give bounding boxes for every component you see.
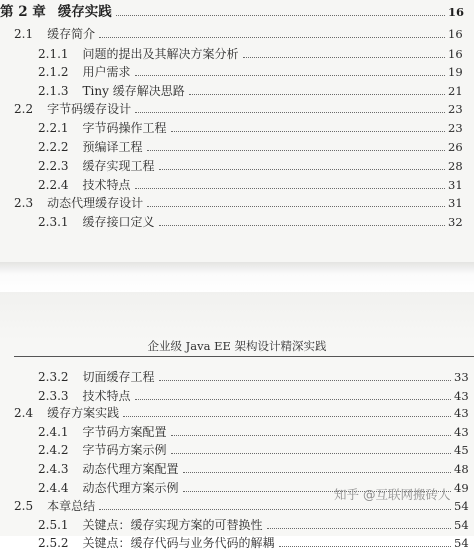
toc-number: 2.3.2 — [38, 370, 69, 384]
toc-title: 技术特点 — [82, 178, 131, 192]
toc-leader — [171, 435, 451, 436]
toc-page-number: 16 — [448, 47, 463, 61]
toc-entry — [0, 24, 474, 44]
toc-number: 2.2.2 — [38, 140, 69, 154]
toc-page-number: 28 — [448, 159, 463, 173]
toc-page-number: 23 — [448, 121, 463, 135]
toc-number: 2.3.3 — [38, 389, 69, 403]
toc-page-number: 16 — [448, 27, 463, 41]
toc-leader — [147, 150, 445, 151]
toc-title: 本章总结 — [47, 499, 96, 513]
toc-title: Tiny 缓存解决思路 — [82, 84, 185, 98]
toc-entry — [0, 440, 474, 460]
toc-title: 字节码方案示例 — [82, 443, 167, 457]
toc-title: 动态代理缓存设计 — [47, 196, 144, 210]
toc-title: 关键点：缓存代码与业务代码的解耦 — [82, 536, 275, 550]
toc-leader — [189, 94, 445, 95]
toc-entry — [0, 44, 474, 64]
toc-leader — [159, 380, 451, 381]
toc-entry — [0, 212, 474, 232]
toc-number: 2.5.1 — [38, 518, 69, 532]
toc-page-number: 32 — [448, 215, 463, 229]
toc-title: 缓存实现工程 — [82, 159, 155, 173]
toc-title: 技术特点 — [82, 389, 131, 403]
toc-leader — [171, 131, 445, 132]
toc-number: 2.1.2 — [38, 65, 69, 79]
toc-title: 缓存实践 — [57, 4, 112, 20]
toc-page-top — [0, 0, 474, 262]
toc-leader — [135, 112, 445, 113]
toc-entry — [0, 137, 474, 157]
toc-number: 2.3 — [14, 196, 34, 210]
toc-entry — [0, 193, 474, 213]
toc-leader — [267, 528, 451, 529]
header-rule — [14, 356, 474, 357]
toc-entry — [0, 118, 474, 138]
toc-entry — [0, 515, 474, 535]
toc-title: 缓存接口定义 — [82, 215, 155, 229]
toc-number: 2.4.1 — [38, 425, 69, 439]
toc-entry — [0, 62, 474, 82]
toc-page-number: 23 — [448, 102, 463, 116]
toc-entry — [0, 81, 474, 101]
toc-leader — [243, 57, 445, 58]
toc-number: 2.4.2 — [38, 443, 69, 457]
toc-leader — [135, 75, 445, 76]
toc-page-number: 48 — [454, 462, 469, 476]
toc-title: 动态代理方案示例 — [82, 481, 179, 495]
toc-number: 2.1.1 — [38, 47, 69, 61]
toc-title: 字节码方案配置 — [82, 425, 167, 439]
toc-page-number: 16 — [448, 5, 465, 19]
toc-entry — [0, 156, 474, 176]
toc-number: 2.5.2 — [38, 536, 69, 550]
toc-title: 字节码缓存设计 — [47, 102, 132, 116]
toc-page-number: 43 — [454, 425, 469, 439]
toc-number: 2.2.4 — [38, 178, 69, 192]
toc-leader — [159, 169, 445, 170]
toc-number: 2.4.3 — [38, 462, 69, 476]
toc-page-number: 45 — [454, 443, 469, 457]
toc-entry — [0, 367, 474, 387]
toc-page-number: 33 — [454, 370, 469, 384]
toc-page-number: 49 — [454, 481, 469, 495]
toc-leader — [279, 546, 451, 547]
toc-entry — [0, 459, 474, 479]
toc-page-number: 54 — [454, 536, 469, 550]
toc-number: 2.2.3 — [38, 159, 69, 173]
toc-title: 预编译工程 — [82, 140, 143, 154]
toc-number: 第 2 章 — [0, 4, 46, 20]
toc-leader — [99, 509, 451, 510]
toc-page-number: 26 — [448, 140, 463, 154]
toc-entry — [0, 533, 474, 553]
toc-leader — [183, 472, 451, 473]
toc-title: 关键点：缓存实现方案的可替换性 — [82, 518, 263, 532]
toc-page-number: 54 — [454, 499, 469, 513]
toc-leader — [135, 399, 451, 400]
toc-leader — [123, 416, 451, 417]
toc-number: 2.2 — [14, 102, 34, 116]
watermark: 知乎 @互联网搬砖人 — [334, 487, 451, 502]
toc-page-number: 21 — [448, 84, 463, 98]
toc-leader — [159, 225, 445, 226]
toc-entry — [0, 99, 474, 119]
toc-entry — [0, 175, 474, 195]
toc-title: 缓存方案实践 — [47, 406, 120, 420]
toc-number: 2.4 — [14, 406, 34, 420]
toc-entry — [0, 422, 474, 442]
toc-number: 2.1 — [14, 27, 34, 41]
toc-leader — [135, 188, 445, 189]
toc-number: 2.3.1 — [38, 215, 69, 229]
toc-page-number: 43 — [454, 389, 469, 403]
toc-page-number: 19 — [448, 65, 463, 79]
toc-page-number: 31 — [448, 196, 463, 210]
toc-leader — [171, 453, 451, 454]
toc-leader — [99, 37, 445, 38]
toc-title: 字节码操作工程 — [82, 121, 167, 135]
toc-page-number: 54 — [454, 518, 469, 532]
toc-leader — [147, 206, 445, 207]
toc-number: 2.1.3 — [38, 84, 69, 98]
toc-number: 2.2.1 — [38, 121, 69, 135]
running-header: 企业级 Java EE 架构设计精深实践 — [147, 339, 327, 353]
toc-title: 动态代理方案配置 — [82, 462, 179, 476]
toc-title: 问题的提出及其解决方案分析 — [82, 47, 239, 61]
toc-number: 2.4.4 — [38, 481, 69, 495]
toc-title: 用户需求 — [82, 65, 131, 79]
toc-title: 切面缓存工程 — [82, 370, 155, 384]
toc-chapter — [0, 2, 474, 22]
page-gap — [0, 262, 474, 292]
toc-title: 缓存简介 — [47, 27, 96, 41]
toc-leader — [116, 15, 445, 16]
toc-page-number: 31 — [448, 178, 463, 192]
toc-number: 2.5 — [14, 499, 34, 513]
toc-page-number: 43 — [454, 406, 469, 420]
toc-entry — [0, 403, 474, 423]
